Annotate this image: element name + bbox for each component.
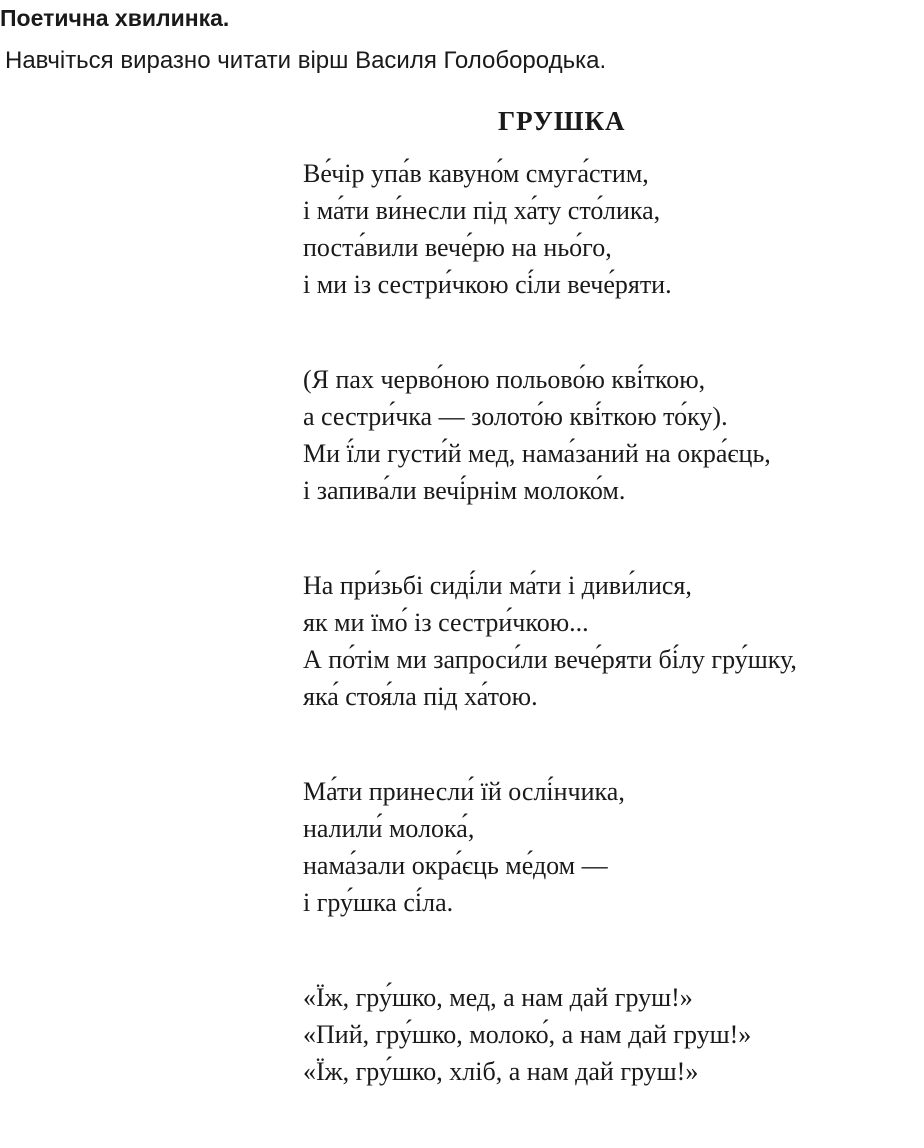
poem-line: яка́ стоя́ла під ха́тою. [303,682,538,711]
poem-line: Ми ї́ли густи́й мед, нама́заний на окра́єць, [303,439,771,468]
poem-line: нама́зали окра́єць ме́дом — [303,851,608,880]
poem-line: «Їж, гру́шко, хліб, а нам дай груш!» [303,1057,699,1086]
poem-stanza-3 [303,567,921,715]
poem-line: Ма́ти принесли́ їй ослі́нчика, [303,777,625,806]
poem-line: як ми їмо́ із сестри́чкою... [303,608,589,637]
poem-line: А по́тім ми запроси́ли вече́ряти бі́лу гру́шку, [303,645,797,674]
poem-stanza-5 [303,979,921,1090]
poem-line: Ве́чір упа́в кавуно́м смуга́стим, [303,159,649,188]
poem-line: «Їж, гру́шко, мед, а нам дай груш!» [303,983,693,1012]
poem-stanza-4 [303,773,921,921]
poem-line: (Я пах черво́ною польово́ю кві́ткою, [303,365,706,394]
poem-line: поста́вили вече́рю на ньо́го, [303,233,612,262]
section-heading: Поетична хвилинка. [0,5,230,31]
poem-title: ГРУШКА [498,106,626,136]
poem-line: На при́зьбі сиді́ли ма́ти і диви́лися, [303,571,692,600]
poem-line: і гру́шка сі́ла. [303,888,454,917]
poem-line: налили́ молока́, [303,814,475,843]
poem-stanza-2 [303,361,921,509]
poem-body [303,155,921,1148]
poem-line: і запива́ли вечі́рнім молоко́м. [303,476,626,505]
poem-stanza-1 [303,155,921,303]
poem-line: і ми із сестри́чкою сі́ли вече́ряти. [303,270,672,299]
poem-line: а сестри́чка — золото́ю кві́ткою то́ку). [303,402,728,431]
poem-line: «Пий, гру́шко, молоко́, а нам дай груш!» [303,1020,752,1049]
poem-line: і ма́ти ви́несли під ха́ту сто́лика, [303,196,661,225]
instruction-text: Навчіться виразно читати вірш Василя Голобородька. [5,47,607,74]
